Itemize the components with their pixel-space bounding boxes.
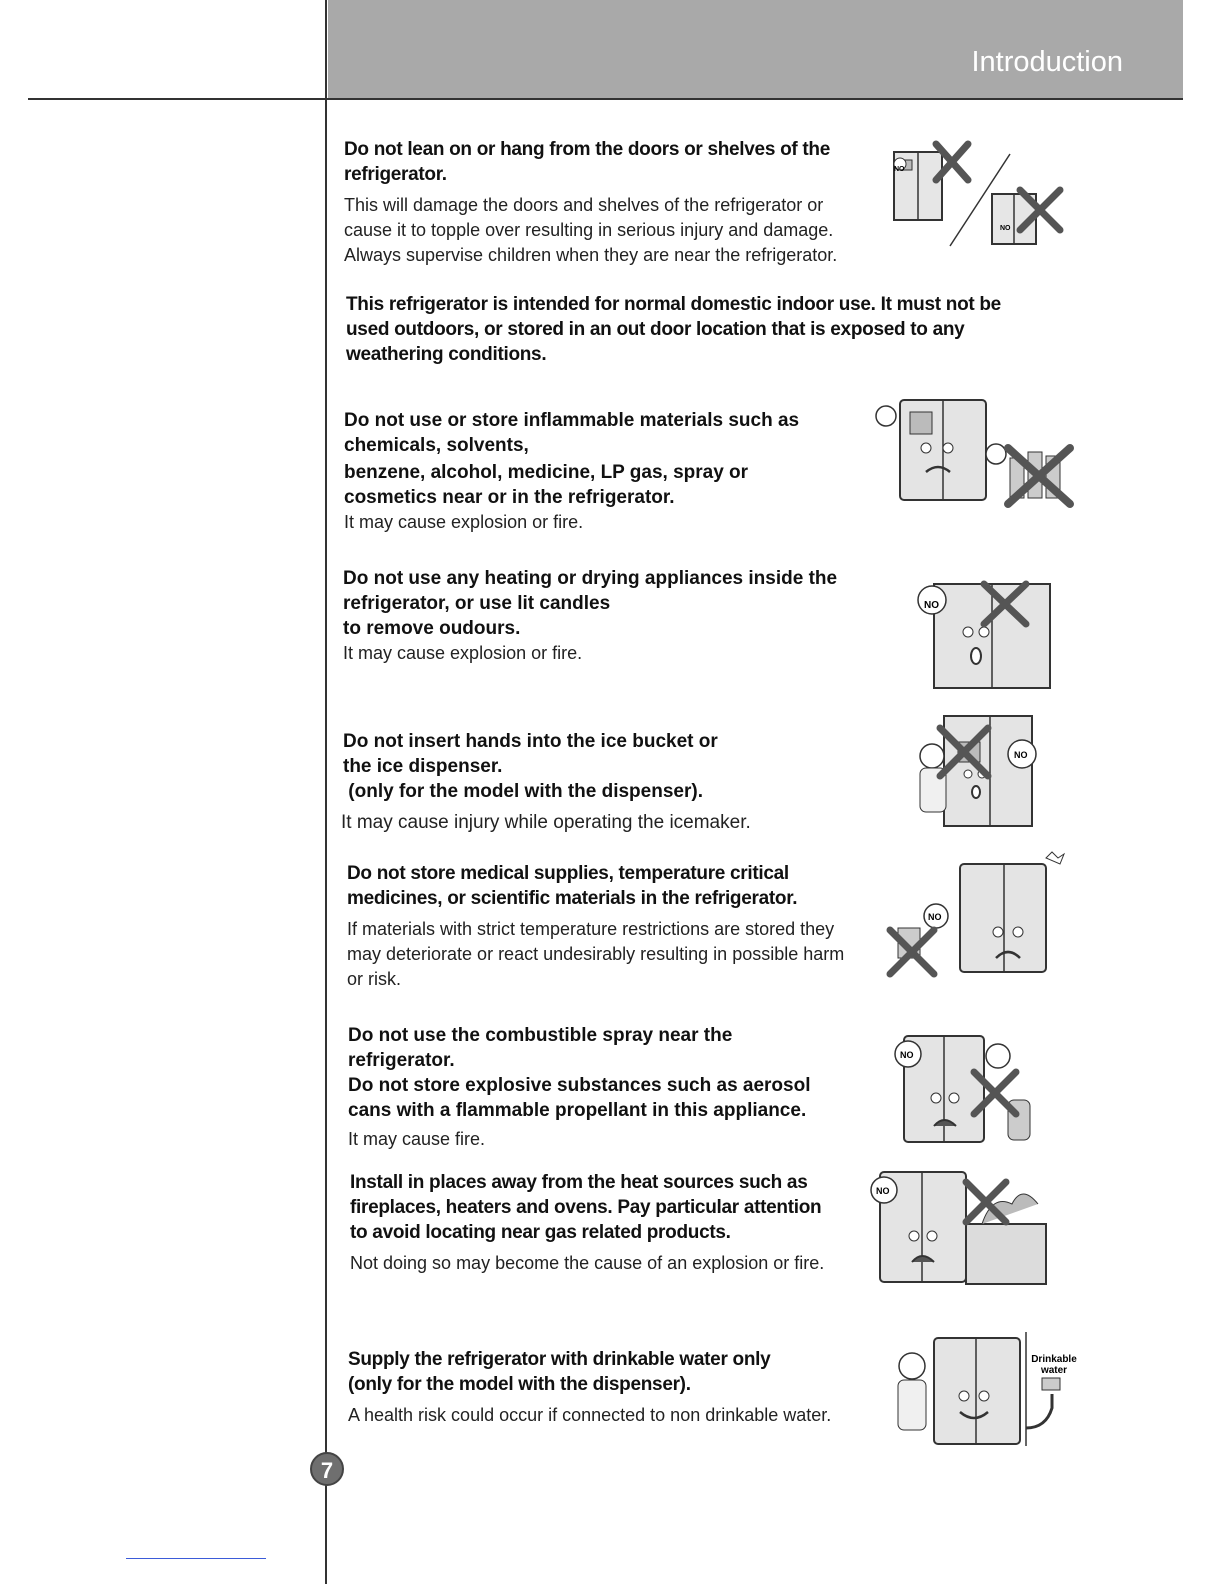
no-sign-label: NO	[1000, 225, 1011, 232]
section-title: Do not use the combustible spray near the refrigerator. Do not store explosive substances such as aerosol cans with a flammable propellant in this appliance.	[348, 1025, 811, 1121]
section-drinkable-water	[348, 1347, 878, 1428]
section-title: Do not lean on or hang from the doors or shelves of the refrigerator.	[344, 139, 830, 185]
section-body: A health risk could occur if connected to non drinkable water.	[348, 1405, 832, 1425]
header-band	[328, 0, 1183, 98]
drinkable-water-label: Drinkable	[1031, 1354, 1077, 1365]
section-title: Install in places away from the heat sources such as fireplaces, heaters and ovens. Pay particular attention to avoid locating near gas related products.	[350, 1172, 822, 1243]
no-sign-label: NO	[928, 912, 942, 922]
no-sign-label: NO	[924, 600, 939, 611]
drinkable-water-label: water	[1040, 1365, 1068, 1376]
section-body: Not doing so may become the cause of an explosion or fire.	[350, 1253, 825, 1273]
section-heating-appliances	[343, 566, 903, 666]
section-heat-sources	[350, 1170, 870, 1276]
footer-rule	[126, 1558, 266, 1559]
section-body: It may cause explosion or fire.	[343, 643, 583, 663]
section-indoor-use	[346, 292, 1046, 367]
section-title: Do not insert hands into the ice bucket or the ice dispenser. (only for the model with the dispenser).	[343, 731, 718, 802]
section-body: This will damage the doors and shelves of the refrigerator or cause it to topple over resulting in serious injury and damage. Always supervise children when they are near the refrigerator.	[344, 195, 838, 265]
section-title: Do not store medical supplies, temperature critical medicines, or scientific materials in the refrigerator.	[347, 863, 798, 909]
section-subtitle: benzene, alcohol, medicine, LP gas, spray or cosmetics near or in the refrigerator.	[344, 462, 749, 508]
page-title: Introduction	[971, 46, 1123, 78]
page-number-badge: 7	[310, 1452, 344, 1486]
section-title: Do not use any heating or drying appliances inside the refrigerator, or use lit candles to remove oudours.	[343, 568, 838, 639]
fridge-spray-illustration	[878, 1028, 1053, 1148]
no-sign-label: NO	[894, 166, 905, 173]
fridge-inflammable-illustration	[858, 386, 1078, 511]
margin-divider	[325, 0, 327, 1584]
header-divider	[28, 98, 1183, 100]
fridge-heat-source-illustration	[854, 1166, 1054, 1288]
section-body: It may cause injury while operating the icemaker.	[341, 812, 751, 833]
section-combustible-spray	[348, 1023, 888, 1152]
section-title: Supply the refrigerator with drinkable water only (only for the model with the dispenser).	[348, 1349, 771, 1395]
fridge-ice-dispenser-illustration	[910, 712, 1050, 832]
fridge-hanging-illustration	[880, 138, 1065, 248]
fridge-drinkable-water-illustration	[884, 1328, 1084, 1448]
section-title: Do not use or store inflammable materials such as chemicals, solvents,	[344, 410, 800, 456]
no-sign-label: NO	[900, 1050, 914, 1060]
section-ice-dispenser	[343, 729, 883, 835]
no-sign-label: NO	[1014, 750, 1028, 760]
section-body: If materials with strict temperature restrictions are stored they may deteriorate or react undesirably resulting in possible harm or risk.	[347, 919, 845, 989]
section-body: It may cause explosion or fire.	[344, 512, 584, 532]
section-body: It may cause fire.	[348, 1129, 486, 1149]
fridge-heating-illustration	[898, 572, 1058, 692]
section-lean-doors	[344, 137, 884, 268]
section-title: This refrigerator is intended for normal domestic indoor use. It must not be used outdoors, or stored in an out door location that is exposed to any weathering conditions.	[346, 294, 1001, 365]
fridge-medical-illustration	[884, 846, 1069, 981]
section-medical-supplies	[347, 861, 887, 992]
no-sign-label: NO	[876, 1186, 890, 1196]
section-inflammable	[344, 408, 864, 535]
